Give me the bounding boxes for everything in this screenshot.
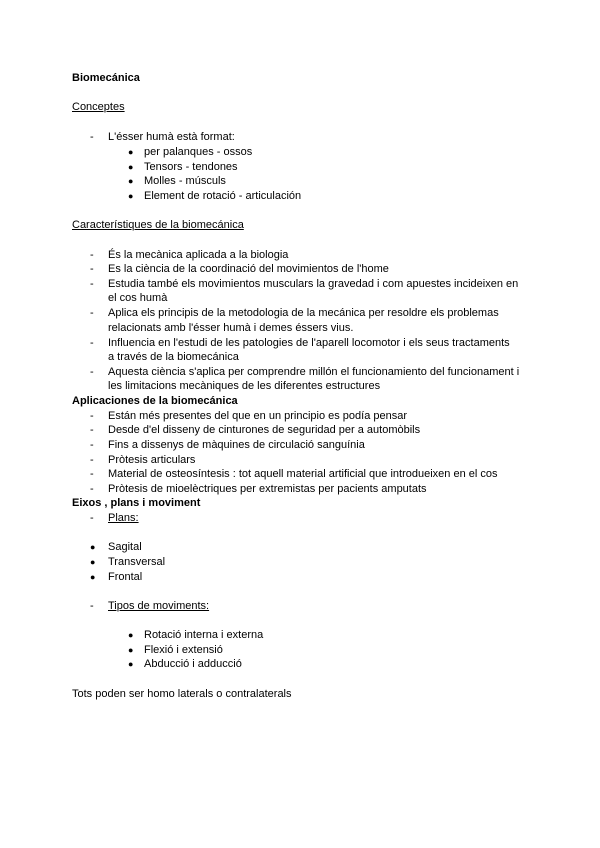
list-dash: - bbox=[90, 454, 94, 466]
list-bullet: ● bbox=[128, 659, 134, 669]
list-item: Sagital bbox=[108, 541, 142, 553]
list-dash: - bbox=[90, 263, 94, 275]
list-dash: - bbox=[90, 410, 94, 422]
list-item: Fins a dissenys de màquines de circulació sanguínia bbox=[108, 439, 365, 451]
list-subitem: Flexió i extensió bbox=[144, 644, 223, 656]
list-item: Frontal bbox=[108, 571, 143, 583]
tipos-label: Tipos de moviments: bbox=[108, 600, 210, 612]
list-item: Aquesta ciència s'aplica per comprendre millón el funcionamiento del funcionament i bbox=[108, 366, 520, 378]
plans-label: Plans: bbox=[108, 512, 139, 524]
list-subitem: per palanques - ossos bbox=[144, 146, 253, 158]
document-title: Biomecánica bbox=[72, 72, 140, 84]
list-dash: - bbox=[90, 278, 94, 290]
list-dash: - bbox=[90, 600, 94, 612]
list-item: És la mecànica aplicada a la biologia bbox=[108, 249, 289, 261]
list-subitem: Rotació interna i externa bbox=[144, 629, 264, 641]
list-bullet: ● bbox=[128, 191, 134, 201]
section-heading-eixos: Eixos , plans i moviment bbox=[72, 497, 201, 509]
list-subitem: Element de rotació - articulación bbox=[144, 190, 302, 202]
list-dash: - bbox=[90, 337, 94, 349]
list-bullet: ● bbox=[128, 147, 134, 157]
list-dash: - bbox=[90, 512, 94, 524]
section-heading-conceptes: Conceptes bbox=[72, 101, 125, 113]
list-dash: - bbox=[90, 307, 94, 319]
list-item: Es la ciència de la coordinació del movimientos de l'home bbox=[108, 263, 389, 275]
list-item: Pròtesis de mioelèctriques per extremistas per pacients amputats bbox=[108, 483, 427, 495]
section-heading-caracteristiques: Característiques de la biomecánica bbox=[72, 219, 244, 231]
list-item: Influencia en l'estudi de les patologies de l'aparell locomotor i els seus tractaments bbox=[108, 337, 510, 349]
list-bullet: ● bbox=[90, 572, 96, 582]
list-item-continuation: les limitacions mecàniques de les diferentes estructures bbox=[108, 380, 381, 392]
list-item-continuation: a través de la biomecánica bbox=[108, 351, 239, 363]
list-bullet: ● bbox=[128, 630, 134, 640]
list-subitem: Abducció i adducció bbox=[144, 658, 242, 670]
list-item: Material de osteosíntesis : tot aquell material artificial que introdueixen en el cos bbox=[108, 468, 498, 480]
list-item: Están més presentes del que en un principio es podía pensar bbox=[108, 410, 408, 422]
list-dash: - bbox=[90, 366, 94, 378]
list-dash: - bbox=[90, 483, 94, 495]
list-dash: - bbox=[90, 439, 94, 451]
list-item: Transversal bbox=[108, 556, 166, 568]
list-bullet: ● bbox=[90, 542, 96, 552]
list-subitem: Tensors - tendones bbox=[144, 161, 238, 173]
list-item: Pròtesis articulars bbox=[108, 454, 196, 466]
list-item-continuation: relacionats amb l'ésser humà i demes éssers vius. bbox=[108, 322, 354, 334]
list-bullet: ● bbox=[128, 176, 134, 186]
list-bullet: ● bbox=[128, 162, 134, 172]
list-dash: - bbox=[90, 424, 94, 436]
list-item-continuation: el cos humà bbox=[108, 292, 168, 304]
list-item: Desde d'el disseny de cinturones de seguridad per a automòbils bbox=[108, 424, 421, 436]
list-item: L'ésser humà està format: bbox=[108, 131, 235, 143]
list-dash: - bbox=[90, 131, 94, 143]
section-heading-aplicaciones: Aplicaciones de la biomecánica bbox=[72, 395, 238, 407]
footer-note: Tots poden ser homo laterals o contralaterals bbox=[72, 688, 292, 700]
list-subitem: Molles - músculs bbox=[144, 175, 226, 187]
list-bullet: ● bbox=[90, 557, 96, 567]
list-dash: - bbox=[90, 249, 94, 261]
list-dash: - bbox=[90, 468, 94, 480]
list-item: Aplica els principis de la metodologia de la mecánica per resoldre els problemas bbox=[108, 307, 499, 319]
list-bullet: ● bbox=[128, 645, 134, 655]
list-item: Estudia també els movimientos musculars la gravedad i com apuestes incideixen en bbox=[108, 278, 519, 290]
